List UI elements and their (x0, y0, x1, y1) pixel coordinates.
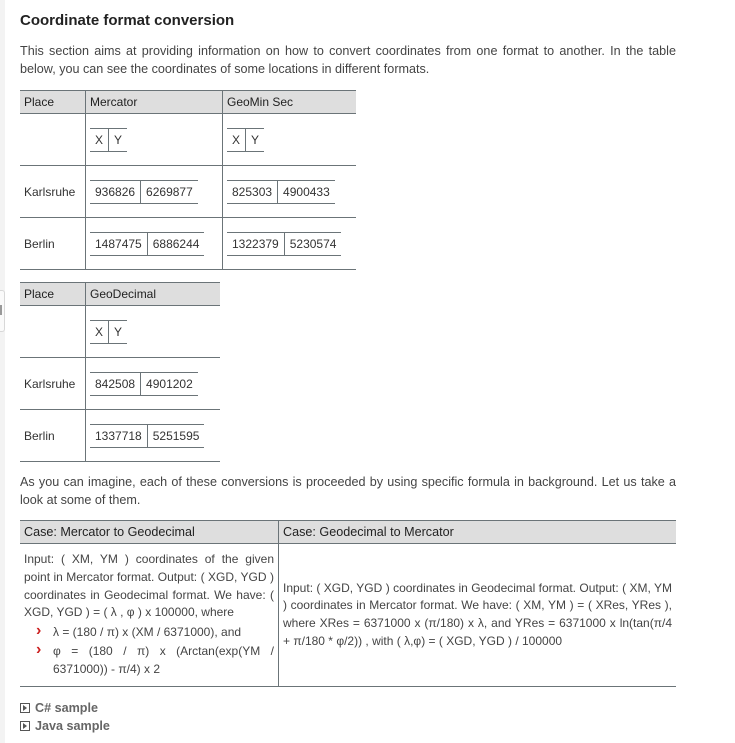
expand-icon[interactable] (20, 721, 30, 731)
code-samples (20, 699, 110, 735)
empty-cell (20, 114, 86, 166)
header-place: Place (20, 91, 86, 114)
coordinates-table-mercator-geominsec (20, 90, 356, 270)
mercator-x: 1487475 (90, 232, 147, 255)
header-geodecimal-to-mercator: Case: Geodecimal to Mercator (279, 521, 677, 544)
coordinates-table-geodecimal (20, 282, 220, 462)
geominsec-y: 4900433 (278, 180, 335, 203)
left-margin-strip (0, 0, 5, 743)
geominsec-x: 1322379 (227, 232, 284, 255)
geodecimal-to-mercator-cell (279, 544, 677, 687)
table-row (20, 166, 356, 218)
header-geodecimal: GeoDecimal (86, 283, 221, 306)
x-label: X (90, 128, 109, 151)
mercator-y: 6269877 (141, 180, 198, 203)
empty-cell (20, 306, 86, 358)
y-label: Y (246, 128, 265, 151)
place-cell: Karlsruhe (20, 166, 86, 218)
list-item: › λ = (180 / π) x (XM / 6371000), and (36, 624, 274, 642)
table-row (20, 410, 220, 462)
geodecimal-x: 842508 (90, 372, 141, 395)
place-cell: Berlin (20, 218, 86, 270)
formula-description: Input: ( XM, YM ) coordinates of the given point in Mercator format. Output: ( XGD, YGD ) coordinates in Geodecimal format. We have: ( XGD, YGD ) = ( λ , φ ) x 100000, where (24, 552, 274, 620)
header-mercator: Mercator (86, 91, 223, 114)
intro-paragraph: This section aims at providing information on how to convert coordinates from one format to another. In the table below, you can see the coordinates of some locations in different formats. (20, 44, 676, 76)
page-title: Coordinate format conversion (20, 12, 235, 29)
expand-icon[interactable] (20, 703, 30, 713)
mercator-x: 936826 (90, 180, 141, 203)
place-cell: Karlsruhe (20, 358, 86, 410)
table-row (20, 218, 356, 270)
mercator-y: 6886244 (147, 232, 204, 255)
side-panel-handle[interactable] (0, 290, 5, 332)
geominsec-y: 5230574 (284, 232, 341, 255)
y-label: Y (109, 128, 128, 151)
geodecimal-x: 1337718 (90, 424, 147, 447)
header-place: Place (20, 283, 86, 306)
java-sample-toggle[interactable] (20, 717, 110, 735)
geominsec-x: 825303 (227, 180, 278, 203)
formula-list (24, 624, 274, 679)
geodecimal-y: 5251595 (147, 424, 204, 447)
x-label: X (90, 320, 109, 343)
formula-description: Input: ( XGD, YGD ) coordinates in Geodecimal format. Output: ( XM, YM ) coordinates in Mercator format. We have: ( XM, YM ) = ( XRes, YRes ), where XRes = 6371000 x (π/180) x λ, and YRes = 6371000 x ln(tan(π/4 + π/180 * φ/2)) , with ( λ,φ) = ( XGD, YGD ) / 100000 (283, 580, 672, 648)
sample-label[interactable]: Java sample (35, 719, 110, 733)
formula-table (20, 520, 676, 687)
formula-intro-paragraph: As you can imagine, each of these conversions is proceeded by using specific formula in background. Let us take a look at some of them. (20, 475, 676, 507)
header-geominsec: GeoMin Sec (223, 91, 357, 114)
csharp-sample-toggle[interactable] (20, 699, 110, 717)
y-label: Y (109, 320, 128, 343)
mercator-axis-cell (86, 114, 223, 166)
sample-label[interactable]: C# sample (35, 701, 98, 715)
mercator-to-geodecimal-cell (20, 544, 279, 687)
geodecimal-axis-cell (86, 306, 221, 358)
header-mercator-to-geodecimal: Case: Mercator to Geodecimal (20, 521, 279, 544)
list-item: › φ = (180 / π) x (Arctan(exp(YM / 6371000)) - π/4) x 2 (36, 643, 274, 678)
x-label: X (227, 128, 246, 151)
geodecimal-y: 4901202 (141, 372, 198, 395)
geominsec-axis-cell (223, 114, 357, 166)
table-row (20, 358, 220, 410)
place-cell: Berlin (20, 410, 86, 462)
